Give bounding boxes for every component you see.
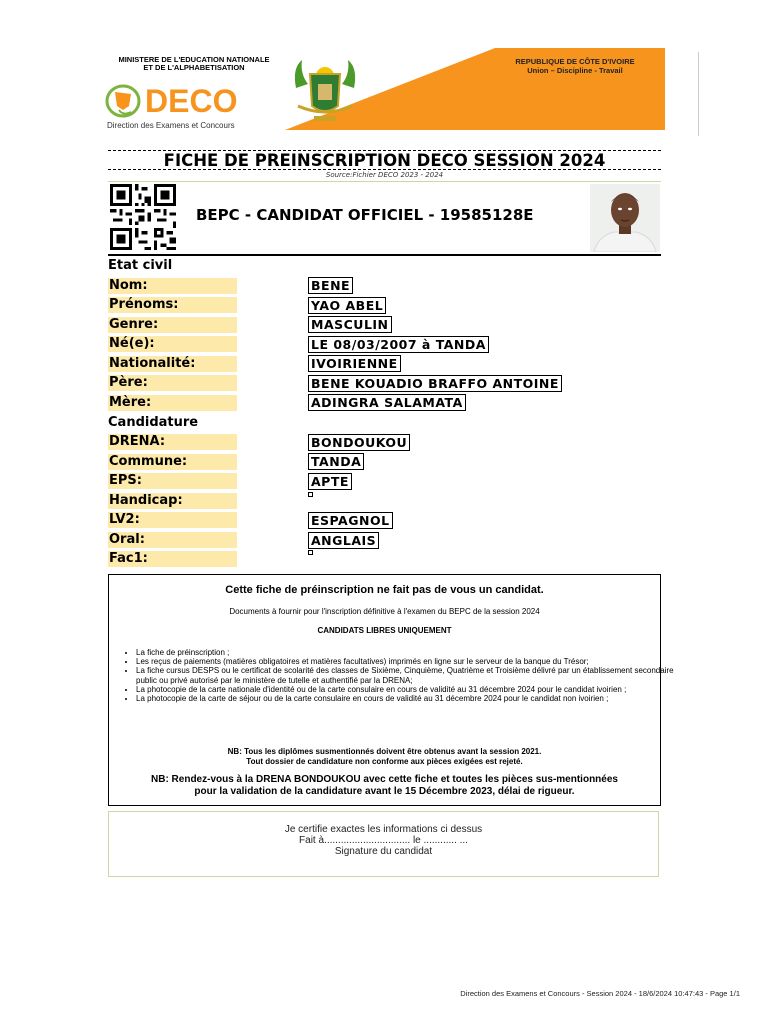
nb-diplomas-line2: Tout dossier de candidature non conforme aux pièces exigées est rejeté.: [246, 757, 523, 766]
label-genre: Genre:: [108, 317, 237, 333]
nb-rendezvous-line1: NB: Rendez-vous à la DRENA BONDOUKOU avec cette fiche et toutes les pièces sus-mentionnées: [151, 774, 618, 785]
label-fac1: Fac1:: [108, 551, 237, 567]
signature-text: [108, 824, 659, 857]
value-nom: BENE: [308, 277, 353, 294]
notice-documents: Documents à fournir pour l'inscription définitive à l'examen du BEPC de la session 2024: [229, 607, 540, 616]
list-item: • Les reçus de paiements (matières obligatoires et matières facultatives) imprimés en ligne sur le serveur de la banque du Trésor;: [136, 657, 676, 666]
label-lv2: LV2:: [108, 512, 237, 528]
etat-civil-heading: Etat civil: [108, 258, 173, 273]
value-fac1: [308, 550, 313, 555]
value-genre: MASCULIN: [308, 316, 392, 333]
value-drena: BONDOUKOU: [308, 434, 410, 451]
nb-rendezvous-line2: pour la validation de la candidature avant le 15 Décembre 2023, délai de rigueur.: [194, 786, 575, 797]
header-divider: [698, 52, 699, 136]
signature-certify: Je certifie exactes les informations ci dessus: [284, 824, 483, 835]
ministry-line1: MINISTERE DE L'EDUCATION NATIONALE: [118, 55, 270, 64]
label-nationalite: Nationalité:: [108, 356, 237, 372]
coat-of-arms-icon: [288, 54, 362, 124]
label-mere: Mère:: [108, 395, 237, 411]
list-item: • La fiche cursus DESPS ou le certificat de scolarité des classes de Sixième, Cinquième, Quatrième et Troisième délivré par un établissement secondaire public ou privé autorisé par le ministère de tutelle et authentifié par la DRENA;: [136, 666, 676, 684]
title-rule-bottom: [108, 169, 661, 170]
list-item: • La fiche de préinscription ;: [136, 648, 676, 657]
page-title: FICHE DE PREINSCRIPTION DECO SESSION 2024: [163, 151, 606, 170]
candidature-heading: Candidature: [108, 415, 199, 430]
notice-heading: Cette fiche de préinscription ne fait pas de vous un candidat.: [225, 584, 544, 596]
list-item: • La photocopie de la carte de séjour ou de la carte consulaire en cours de validité au 31 décembre 2024 pour le candidat non ivoirien ;: [136, 694, 676, 703]
documents-list: [118, 648, 676, 703]
label-oral: Oral:: [108, 532, 237, 548]
label-eps: EPS:: [108, 473, 237, 489]
nb-diplomas-line1: NB: Tous les diplômes susmentionnés doivent être obtenus avant la session 2021.: [227, 747, 542, 756]
page-footer: Direction des Examens et Concours - Session 2024 - 18/6/2024 10:47:43 - Page 1/1: [460, 989, 740, 998]
logo-wordmark: DECO: [145, 83, 238, 119]
republic-name: REPUBLIQUE DE CÔTE D'IVOIRE: [515, 57, 635, 66]
qr-code-icon: [108, 184, 178, 250]
nb-rendezvous: [108, 774, 661, 798]
candidate-photo: [590, 184, 660, 252]
label-nom: Nom:: [108, 278, 237, 294]
value-nationalite: IVOIRIENNE: [308, 355, 401, 372]
notice-libres: CANDIDATS LIBRES UNIQUEMENT: [317, 626, 452, 635]
ministry-line2: ET DE L'ALPHABETISATION: [143, 63, 245, 72]
value-pere: BENE KOUADIO BRAFFO ANTOINE: [308, 375, 562, 392]
list-item: • La photocopie de la carte nationale d'identité ou de la carte consulaire en cours de validité au 31 décembre 2024 pour le candidat ivoirien ;: [136, 685, 676, 694]
label-pere: Père:: [108, 375, 237, 391]
label-commune: Commune:: [108, 454, 237, 470]
label-handicap: Handicap:: [108, 493, 237, 509]
nb-diplomas: [108, 747, 661, 767]
label-nee: Né(e):: [108, 336, 237, 352]
label-prenoms: Prénoms:: [108, 297, 237, 313]
section-divider: [108, 254, 661, 256]
source-note: Source:Fichier DECO 2023 - 2024: [325, 171, 444, 179]
republic-motto: Union – Discipline - Travail: [527, 66, 623, 75]
source-divider: [108, 181, 661, 182]
value-nee: LE 08/03/2007 à TANDA: [308, 336, 489, 353]
value-handicap: [308, 492, 313, 497]
value-eps: APTE: [308, 473, 352, 490]
deco-logo: [105, 80, 265, 120]
ministry-name: [108, 56, 280, 72]
value-prenoms: YAO ABEL: [308, 297, 386, 314]
republic-block: [500, 57, 650, 75]
value-lv2: ESPAGNOL: [308, 512, 393, 529]
value-commune: TANDA: [308, 453, 364, 470]
value-mere: ADINGRA SALAMATA: [308, 394, 466, 411]
signature-label: Signature du candidat: [334, 846, 433, 857]
logo-tagline: Direction des Examens et Concours: [107, 121, 235, 130]
label-drena: DRENA:: [108, 434, 237, 450]
value-oral: ANGLAIS: [308, 532, 379, 549]
candidate-heading: BEPC - CANDIDAT OFFICIEL - 19585128E: [196, 206, 534, 224]
signature-place-date: Fait à............................... le ............ ...: [299, 835, 468, 846]
